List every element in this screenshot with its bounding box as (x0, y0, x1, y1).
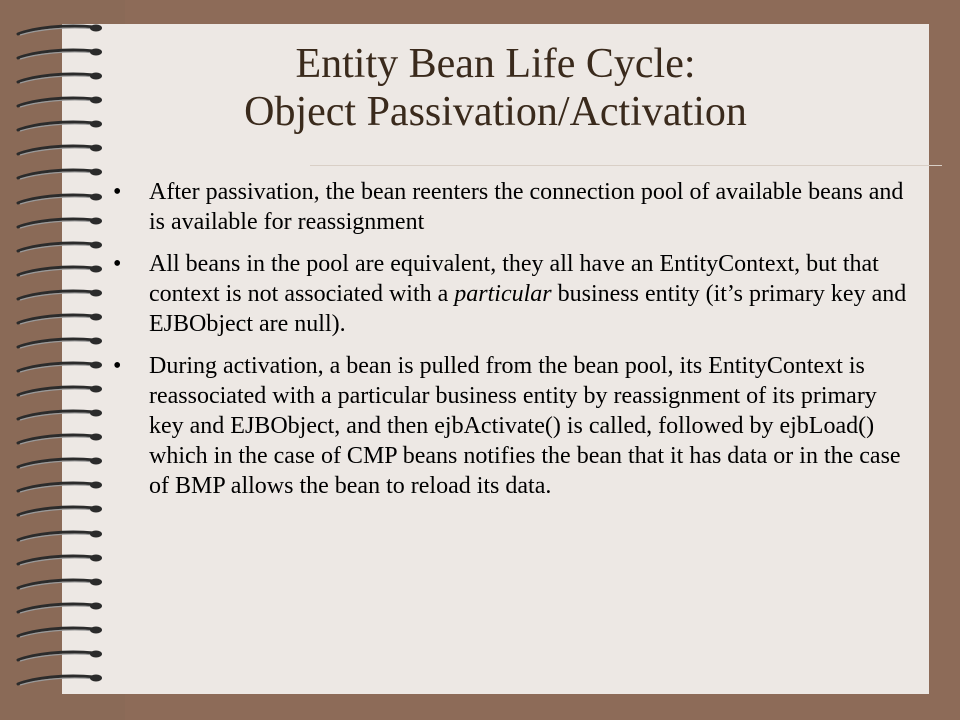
spiral-coil-icon (14, 335, 104, 351)
bullet-text (149, 353, 901, 499)
spiral-coil-icon (14, 552, 104, 568)
slide-title (62, 40, 929, 136)
spiral-coil-icon (14, 215, 104, 231)
spiral-coil-icon (14, 191, 104, 207)
bullet-item (113, 249, 913, 339)
spiral-coil-icon (14, 166, 104, 182)
spiral-coil-icon (14, 576, 104, 592)
spiral-coil-icon (14, 407, 104, 423)
spiral-coil-icon (14, 624, 104, 640)
spiral-coil-icon (14, 479, 104, 495)
bullet-item (113, 351, 913, 501)
bullet-text-segment: After passivation, the bean reenters the connection pool of available beans and is available for reassignment (149, 179, 904, 235)
spiral-coil-icon (14, 503, 104, 519)
spiral-coil-icon (14, 142, 104, 158)
spiral-coil-icon (14, 431, 104, 447)
spiral-coil-icon (14, 287, 104, 303)
bullet-text-segment: business entity (it’s primary key and EJBObject are null). (149, 281, 907, 337)
spiral-coil-icon (14, 239, 104, 255)
bullet-list (113, 177, 913, 513)
bullet-text (149, 179, 903, 235)
spiral-coil-icon (14, 359, 104, 375)
spiral-coil-icon (14, 672, 104, 688)
bullet-icon: • (113, 251, 122, 277)
bullet-text-segment: During activation, a bean is pulled from the bean pool, its EntityContext is reassociated with a particular business entity by reassignment of its primary key and EJBObject, and then ejbActivate() is called, followed by ejbLoad() which in the case of CMP beans notifies the bean that it has data or in the case of BMP allows the bean to reload its data. (149, 353, 901, 499)
bullet-text (149, 251, 906, 337)
title-line-1: Entity Bean Life Cycle: (295, 41, 696, 87)
spiral-coil-icon (14, 600, 104, 616)
spiral-coil-icon (14, 648, 104, 664)
bullet-icon: • (113, 353, 122, 379)
spiral-coil-icon (14, 528, 104, 544)
spiral-coil-icon (14, 263, 104, 279)
spiral-coil-icon (14, 22, 104, 38)
bullet-text-emphasis: particular (454, 281, 552, 307)
bullet-item (113, 177, 913, 237)
spiral-coil-icon (14, 311, 104, 327)
bullet-icon: • (113, 179, 122, 205)
title-divider (310, 165, 942, 166)
spiral-coil-icon (14, 455, 104, 471)
spiral-coil-icon (14, 383, 104, 399)
title-line-2: Object Passivation/Activation (244, 89, 747, 135)
bullet-text-segment: All beans in the pool are equivalent, they all have an EntityContext, but that context is not associated with a (149, 251, 879, 307)
